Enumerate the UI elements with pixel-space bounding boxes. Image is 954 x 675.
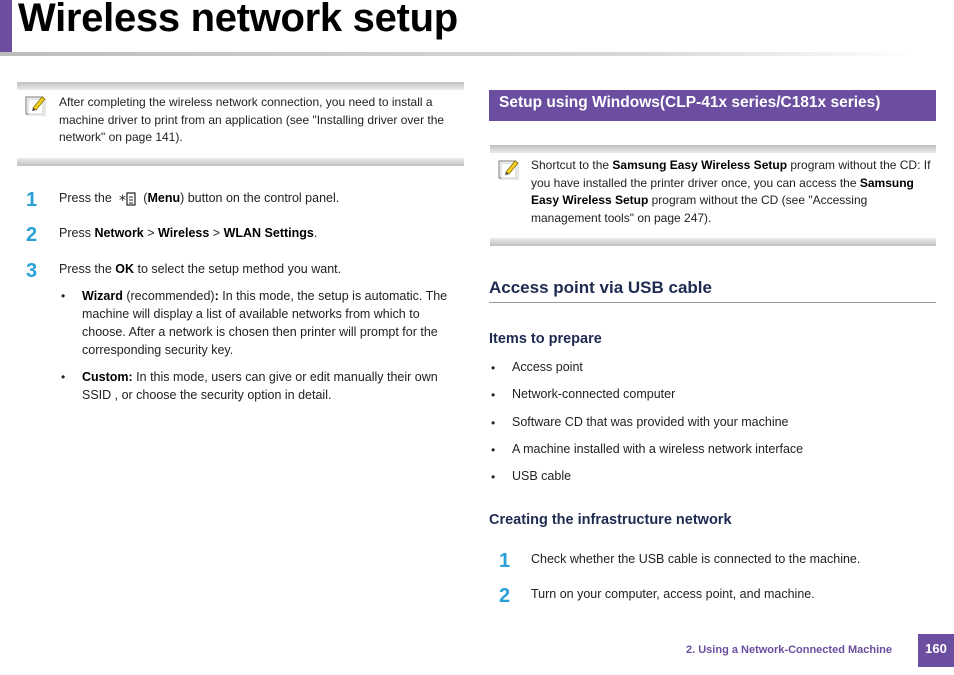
- bullet-dot: •: [491, 416, 496, 430]
- footer-chapter: 2. Using a Network-Connected Machine: [686, 644, 892, 656]
- infra-heading: Creating the infrastructure network: [489, 512, 732, 528]
- heading-rule: [489, 302, 936, 303]
- title-rule: [0, 52, 915, 56]
- note-text-left: After completing the wireless network connection, you need to install a machine driver to print from an application (see "Installing driver over the network" on page 141).: [59, 95, 445, 145]
- title-accent-bar: [0, 0, 12, 52]
- bullet-dot: •: [491, 388, 496, 402]
- step-1-text: Press the * (Menu) button on the control panel.: [59, 191, 340, 208]
- bullet-dot: •: [491, 443, 496, 457]
- note-pencil-icon: [498, 158, 520, 180]
- infra-step-2-text: Turn on your computer, access point, and machine.: [531, 587, 815, 601]
- bullet-dot: •: [491, 361, 496, 375]
- step-number-1: 1: [499, 550, 511, 572]
- bullet-dot: •: [61, 289, 66, 303]
- step-2-text: Press Network > Wireless > WLAN Settings.: [59, 226, 318, 240]
- bullet-dot: •: [61, 370, 66, 384]
- list-item: USB cable: [512, 469, 572, 483]
- list-item: A machine installed with a wireless network interface: [512, 442, 804, 456]
- page-title: Wireless network setup: [18, 0, 458, 40]
- note-text-right: Shortcut to the Samsung Easy Wireless Setup program without the CD: If you have installed the printer driver once, you can access the Samsung Easy Wireless Setup program without the CD (see "Accessing management tools" on page 247).: [531, 158, 931, 225]
- step-number-3: 3: [26, 260, 38, 282]
- bullet-wizard: Wizard (recommended): In this mode, the setup is automatic. The machine will display a list of available networks from which to choose. After a network is chosen then printer will prompt for the corresponding security key.: [82, 289, 448, 357]
- menu-icon: [119, 190, 139, 206]
- bullet-dot: •: [491, 470, 496, 484]
- page-number: 160: [925, 641, 947, 656]
- section-title: Setup using Windows(CLP-41x series/C181x series): [499, 94, 881, 111]
- bullet-custom: Custom: In this mode, users can give or edit manually their own SSID , or choose the security option in detail.: [82, 370, 438, 402]
- step-number-2: 2: [26, 224, 38, 246]
- infra-step-1-text: Check whether the USB cable is connected to the machine.: [531, 552, 861, 566]
- items-heading: Items to prepare: [489, 331, 602, 347]
- list-item: Software CD that was provided with your machine: [512, 415, 789, 429]
- svg-text:*: *: [119, 193, 127, 208]
- list-item: Network-connected computer: [512, 387, 676, 401]
- section-heading: Access point via USB cable: [489, 278, 712, 297]
- step-3-text: Press the OK to select the setup method you want.: [59, 262, 342, 276]
- list-item: Access point: [512, 360, 583, 374]
- step-number-1: 1: [26, 189, 38, 211]
- note-pencil-icon: [25, 94, 47, 116]
- step-number-2: 2: [499, 585, 511, 607]
